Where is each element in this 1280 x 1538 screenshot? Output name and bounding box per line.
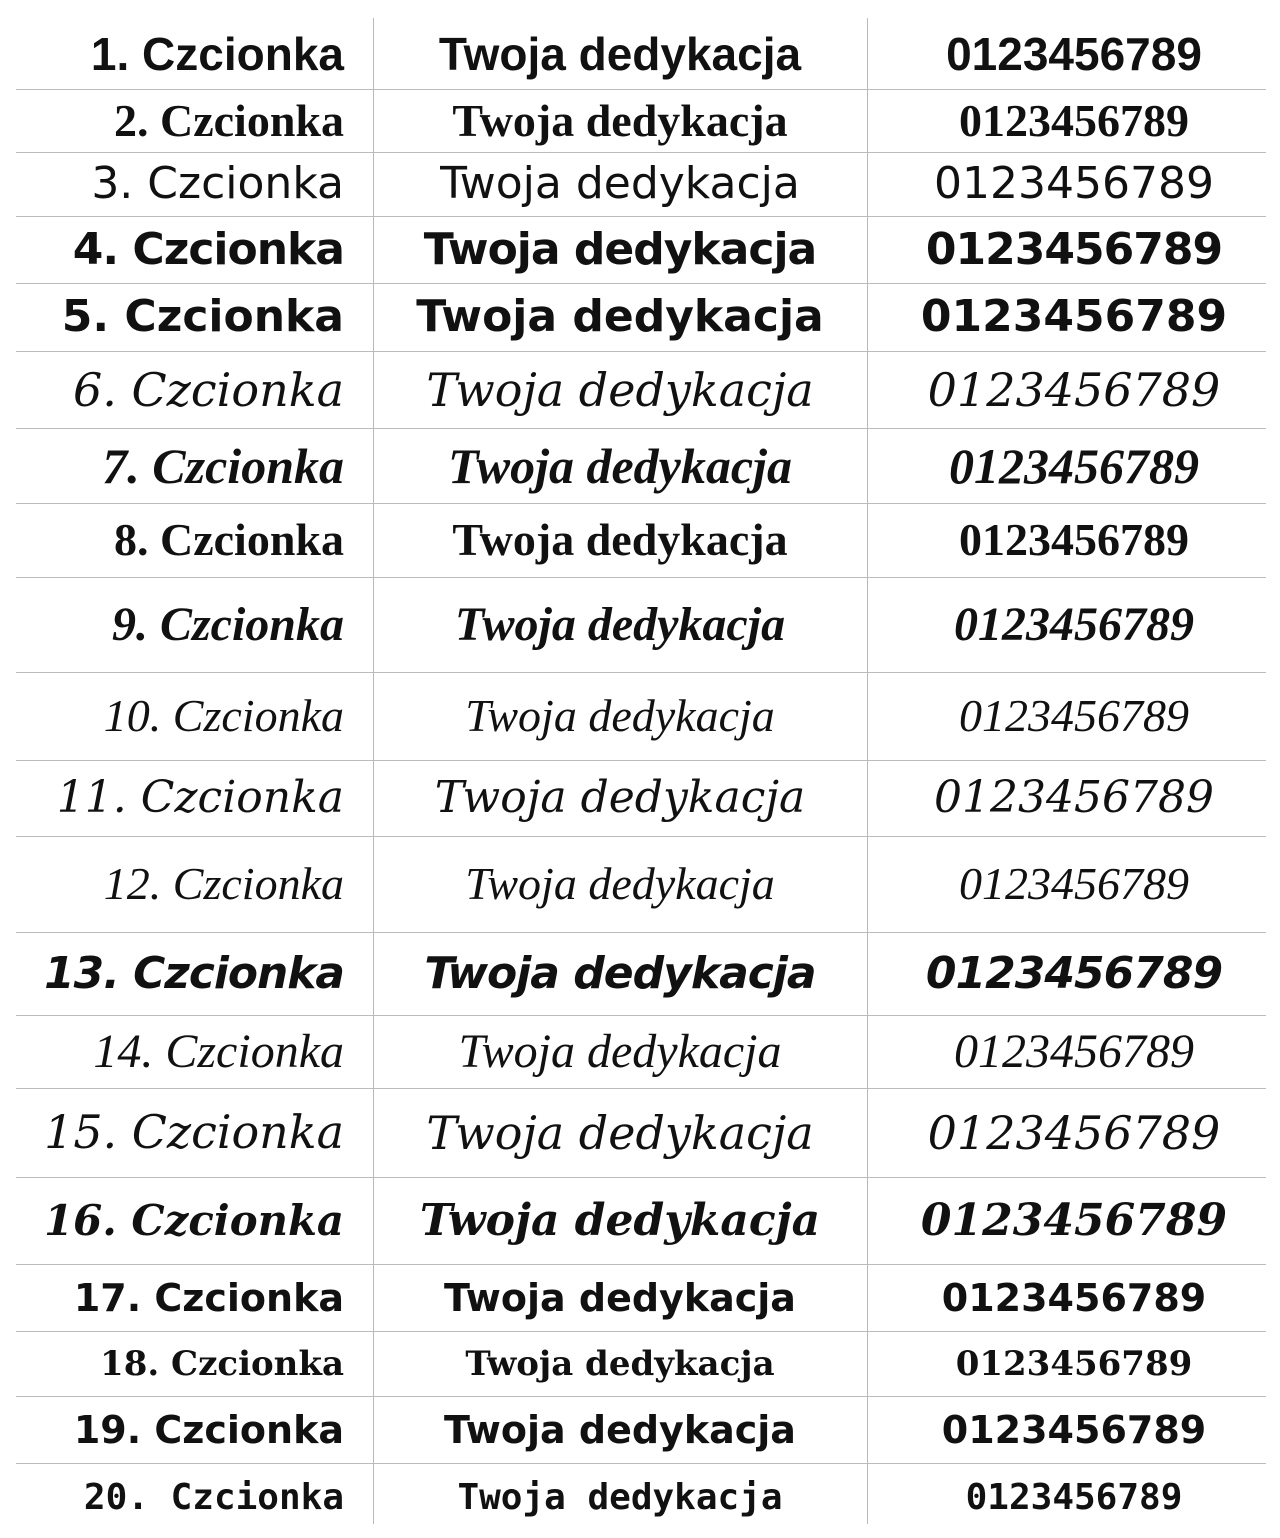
font-name-cell <box>40 932 360 1015</box>
digits-sample-cell <box>868 1331 1280 1396</box>
digits-sample-text: 0123456789 <box>927 1105 1221 1160</box>
font-name-label: 7. Czcionka <box>102 437 344 494</box>
font-name-cell <box>40 760 360 836</box>
font-name-cell <box>40 89 360 152</box>
digits-sample-text: 0123456789 <box>959 690 1189 741</box>
font-name-cell <box>40 503 360 577</box>
font-name-cell <box>40 18 360 89</box>
digits-sample-cell <box>868 1463 1280 1532</box>
digits-sample-cell <box>868 836 1280 932</box>
digits-sample-text: 0123456789 <box>946 27 1202 80</box>
font-name-label: 11. Czcionka <box>56 772 344 823</box>
font-name-label: 12. Czcionka <box>103 858 344 909</box>
digits-sample-cell <box>868 1177 1280 1264</box>
dedication-sample-cell <box>374 1088 866 1177</box>
digits-sample-text: 0123456789 <box>959 514 1189 565</box>
font-name-cell <box>40 1015 360 1088</box>
font-name-cell <box>40 283 360 351</box>
digits-sample-text: 0123456789 <box>954 597 1194 651</box>
digits-sample-text: 0123456789 <box>959 858 1189 909</box>
font-name-label: 6. Czcionka <box>72 362 344 417</box>
dedication-sample-cell <box>374 672 866 760</box>
digits-sample-text: 0123456789 <box>920 1194 1228 1246</box>
font-name-cell <box>40 1177 360 1264</box>
digits-sample-cell <box>868 1088 1280 1177</box>
digits-sample-cell <box>868 216 1280 283</box>
font-name-cell <box>40 1396 360 1463</box>
dedication-sample-text: Twoja dedykacja <box>465 690 775 741</box>
digits-sample-text: 0123456789 <box>941 1275 1207 1320</box>
dedication-sample-cell <box>374 1331 866 1396</box>
dedication-sample-text: Twoja dedykacja <box>465 858 775 909</box>
dedication-sample-text: Twoja dedykacja <box>458 1024 782 1078</box>
dedication-sample-cell <box>374 1015 866 1088</box>
dedication-sample-text: Twoja dedykacja <box>424 947 816 999</box>
dedication-sample-cell <box>374 283 866 351</box>
digits-sample-cell <box>868 1015 1280 1088</box>
dedication-sample-cell <box>374 577 866 672</box>
font-name-label: 10. Czcionka <box>103 690 344 741</box>
dedication-sample-text: Twoja dedykacja <box>434 772 806 823</box>
dedication-sample-cell <box>374 89 866 152</box>
dedication-sample-text: Twoja dedykacja <box>426 362 814 417</box>
digits-sample-cell <box>868 428 1280 503</box>
font-name-label: 20. Czcionka <box>83 1476 344 1518</box>
dedication-sample-text: Twoja dedykacja <box>457 1476 783 1518</box>
font-name-label: 16. Czcionka <box>44 1195 344 1245</box>
digits-sample-cell <box>868 672 1280 760</box>
dedication-sample-cell <box>374 351 866 428</box>
dedication-sample-cell <box>374 428 866 503</box>
dedication-sample-text: Twoja dedykacja <box>452 94 788 146</box>
font-name-cell <box>40 351 360 428</box>
digits-sample-text: 0123456789 <box>965 1476 1183 1518</box>
font-name-label: 17. Czcionka <box>73 1275 344 1320</box>
font-name-cell <box>40 836 360 932</box>
dedication-sample-text: Twoja dedykacja <box>416 291 824 342</box>
dedication-sample-text: Twoja dedykacja <box>444 1407 796 1452</box>
digits-sample-cell <box>868 1396 1280 1463</box>
dedication-sample-cell <box>374 1264 866 1331</box>
font-name-label: 8. Czcionka <box>114 514 344 565</box>
font-name-cell <box>40 1088 360 1177</box>
font-name-label: 13. Czcionka <box>44 947 344 999</box>
dedication-sample-cell <box>374 932 866 1015</box>
font-name-label: 15. Czcionka <box>44 1104 344 1159</box>
dedication-sample-text: Twoja dedykacja <box>452 514 788 565</box>
font-name-cell <box>40 428 360 503</box>
dedication-sample-cell <box>374 1396 866 1463</box>
digits-sample-cell <box>868 932 1280 1015</box>
font-name-cell <box>40 1331 360 1396</box>
font-name-cell <box>40 152 360 216</box>
dedication-sample-cell <box>374 836 866 932</box>
digits-sample-cell <box>868 351 1280 428</box>
dedication-sample-text: Twoja dedykacja <box>426 1105 814 1160</box>
dedication-sample-text: Twoja dedykacja <box>438 27 802 80</box>
dedication-sample-text: Twoja dedykacja <box>423 223 817 275</box>
digits-sample-text: 0123456789 <box>920 291 1228 342</box>
digits-sample-text: 0123456789 <box>949 437 1199 494</box>
digits-sample-text: 0123456789 <box>934 158 1214 209</box>
font-name-cell <box>40 216 360 283</box>
digits-sample-text: 0123456789 <box>934 772 1214 823</box>
digits-sample-cell <box>868 152 1280 216</box>
font-name-label: 14. Czcionka <box>93 1024 344 1078</box>
digits-sample-text: 0123456789 <box>925 947 1223 999</box>
digits-sample-cell <box>868 18 1280 89</box>
digits-sample-cell <box>868 503 1280 577</box>
digits-sample-text: 0123456789 <box>959 94 1189 146</box>
digits-sample-text: 0123456789 <box>927 362 1221 417</box>
digits-sample-cell <box>868 577 1280 672</box>
dedication-sample-text: Twoja dedykacja <box>444 1275 796 1320</box>
digits-sample-text: 0123456789 <box>954 1024 1194 1078</box>
digits-sample-cell <box>868 760 1280 836</box>
font-name-label: 1. Czcionka <box>90 27 344 80</box>
dedication-sample-cell <box>374 503 866 577</box>
dedication-sample-cell <box>374 1177 866 1264</box>
font-name-cell <box>40 672 360 760</box>
digits-sample-cell <box>868 89 1280 152</box>
digits-sample-cell <box>868 1264 1280 1331</box>
dedication-sample-text: Twoja dedykacja <box>419 1194 821 1246</box>
font-name-label: 3. Czcionka <box>91 158 344 209</box>
font-name-label: 5. Czcionka <box>61 291 344 342</box>
digits-sample-cell <box>868 283 1280 351</box>
dedication-sample-cell <box>374 1463 866 1532</box>
dedication-sample-cell <box>374 152 866 216</box>
dedication-sample-text: Twoja dedykacja <box>465 1343 775 1384</box>
font-name-label: 9. Czcionka <box>111 597 344 651</box>
digits-sample-text: 0123456789 <box>925 223 1223 275</box>
font-name-cell <box>40 1463 360 1532</box>
dedication-sample-cell <box>374 760 866 836</box>
digits-sample-text: 0123456789 <box>955 1343 1193 1384</box>
font-name-cell <box>40 1264 360 1331</box>
font-name-label: 19. Czcionka <box>73 1407 344 1452</box>
dedication-sample-cell <box>374 18 866 89</box>
dedication-sample-text: Twoja dedykacja <box>440 158 800 209</box>
font-name-cell <box>40 577 360 672</box>
dedication-sample-cell <box>374 216 866 283</box>
font-name-label: 4. Czcionka <box>72 223 344 275</box>
font-name-label: 18. Czcionka <box>100 1343 344 1384</box>
digits-sample-text: 0123456789 <box>941 1407 1207 1452</box>
font-name-label: 2. Czcionka <box>114 94 344 146</box>
dedication-sample-text: Twoja dedykacja <box>454 597 786 651</box>
dedication-sample-text: Twoja dedykacja <box>448 437 792 494</box>
